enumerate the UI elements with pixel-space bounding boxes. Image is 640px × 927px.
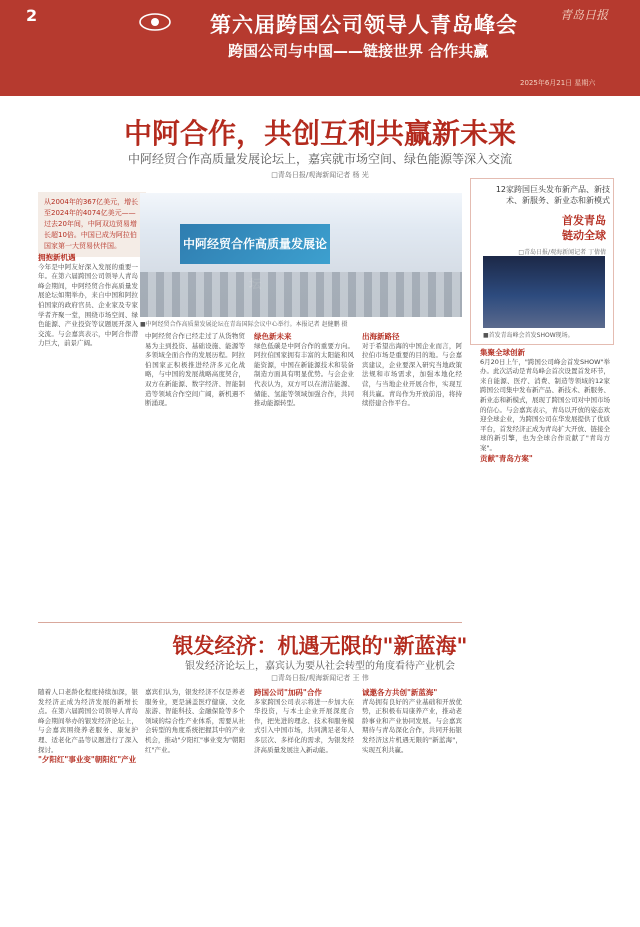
lead-headline: 中阿合作，共创互利共赢新未来 xyxy=(123,117,516,150)
second-headline: 银发经济：机遇无限的"新蓝海" xyxy=(172,634,468,658)
lead-col-text: 绿色低碳是中阿合作的重要方向。阿拉伯国家拥有丰富的太阳能和风能资源，中国在新能源技术和装备制造方面具有明显优势。与会企业代表认为，双方可以在清洁能源、储能、氢能等领域加强合作，共同推动能源转型。 xyxy=(254,341,354,408)
lead-subheadline: 中阿经贸合作高质量发展论坛上，嘉宾就市场空间、绿色能源等深入交流 xyxy=(127,152,512,166)
section-head: 拥抱新机遇 xyxy=(38,253,76,262)
issue-date: 2025年6月21日 星期六 xyxy=(520,79,596,87)
photo-caption: ■中阿经贸合作高质量发展论坛在青岛国际会议中心举行。本报记者 赵健鹏 摄 xyxy=(140,321,348,328)
lead-col-text: 今年是中阿友好深入发展的重要一年。在第六届跨国公司领导人青岛峰会期间，中阿经贸合作高质量发展论坛如期举办，来自中国和阿拉伯国家的政府官员、企业家及专家学者齐聚一堂，围绕市场空间、绿色能源、产业投资等议题展开深入交流。与会嘉宾表示，中阿合作潜力巨大，前景广阔。 xyxy=(38,262,138,348)
second-col-text: 随着人口老龄化程度持续加深，银发经济正成为经济发展的新增长点。在第六届跨国公司领导人青岛峰会期间举办的银发经济论坛上，与会嘉宾围绕养老服务、康复护理、适老化产品等议题进行了深入探讨。 xyxy=(38,688,138,754)
section-head: "夕阳红"事业变"朝阳红"产业 xyxy=(38,755,137,765)
second-column-4 xyxy=(362,688,462,918)
divider xyxy=(38,622,462,623)
side-headline-line: 链动全球 xyxy=(562,229,606,242)
section-head: 贡献"青岛方案" xyxy=(480,453,533,463)
section-head: 出海新路径 xyxy=(362,332,400,341)
side-article-photo xyxy=(483,256,605,328)
lead-col-text: 对于希望出海的中国企业而言，阿拉伯市场是重要的目的地。与会嘉宾建议，企业要深入研究当地政策法规和市场需求，加强本地化经营，与当地企业开展合作，实现互利共赢。青岛作为开放前沿，将持续搭建合作平台。 xyxy=(362,341,462,408)
side-photo-caption: ■首发青岛峰会首发SHOW现场。 xyxy=(483,332,574,339)
section-head: 诚邀各方共创"新蓝海" xyxy=(362,688,438,697)
lead-column-2 xyxy=(145,332,245,613)
second-column-3 xyxy=(254,688,354,918)
lead-byline: □青岛日报/观海新闻记者 杨 光 xyxy=(271,171,369,179)
lead-col-text: 中阿经贸合作已经走过了从货物贸易为主到投资、基础设施、能源等多领域全面合作的发展历程。阿拉伯国家正积极推进经济多元化战略，与中国的发展战略高度契合，双方在新能源、数字经济、智能制造等领域合作空间广阔，新机遇不断涌现。 xyxy=(145,332,245,408)
lead-column-1 xyxy=(38,253,138,613)
masthead: 青岛日报 xyxy=(560,8,609,22)
section-head: 集聚全球创新 xyxy=(480,348,525,357)
lead-column-4 xyxy=(362,332,462,613)
second-column-2 xyxy=(145,688,245,918)
summit-title: 第六届跨国公司领导人青岛峰会 xyxy=(210,13,518,37)
lead-intro-box: 从2004年的367亿美元，增长至2024年的4074亿美元——过去20年间，中阿双边贸易增长超10倍。中国已成为阿拉伯国家第一大贸易伙伴国。 xyxy=(38,192,146,257)
page-number: 2 xyxy=(26,6,38,25)
lead-column-3 xyxy=(254,332,354,613)
side-article-kicker: 12家跨国巨头发布新产品、新技术、新服务、新业态和新模式 xyxy=(495,185,610,205)
section-head: 跨国公司"加码"合作 xyxy=(254,688,322,697)
summit-logo-icon xyxy=(138,12,172,32)
second-col-text: 多家跨国公司表示将进一步加大在华投资，与本土企业开展深度合作，把先进的理念、技术和服务模式引入中国市场，共同满足老年人多层次、多样化的需求，为银发经济高质量发展注入新动能。 xyxy=(254,697,354,754)
second-col-text: 青岛拥有良好的产业基础和开放优势，正积极布局康养产业，推动老龄事业和产业协同发展。与会嘉宾期待与青岛深化合作，共同开拓银发经济这片机遇无限的"新蓝海"，实现互利共赢。 xyxy=(362,697,462,754)
second-byline: □青岛日报/观海新闻记者 王 伟 xyxy=(271,674,369,682)
side-body-text: 6月20日上午，"跨国公司峰会首发SHOW"举办。此次活动是青岛峰会首次设置首发环节，来自能源、医疗、消费、制造等领域的12家跨国公司集中发布新产品、新技术、新服务、新业态和新模式，展现了跨国公司对中国市场的信心。与会嘉宾表示，青岛以开放的姿态欢迎全球企业，为跨国公司在华发展提供了优质平台，首发经济正成为青岛扩大开放、链接全球的新引擎，也为全球合作贡献了"青岛方案"。 xyxy=(480,357,610,452)
audience-rows xyxy=(140,272,462,317)
forum-screen: 中阿经贸合作高质量发展论 xyxy=(180,224,330,264)
second-col-text: 嘉宾们认为，银发经济不仅是养老服务业，更是涵盖医疗健康、文化旅游、智能科技、金融保险等多个领域的综合性产业体系，需要从社会转型的角度系统把握其中的产业机会，推动"夕阳红"事业变为"朝阳红"产业。 xyxy=(145,688,245,754)
section-head: 绿色新未来 xyxy=(254,332,292,341)
second-subheadline: 银发经济论坛上，嘉宾认为要从社会转型的角度看待产业机会 xyxy=(185,661,455,672)
second-column-1 xyxy=(38,688,138,918)
summit-slogan: 跨国公司与中国——链接世界 合作共赢 xyxy=(228,42,489,60)
side-headline-line: 首发青岛 xyxy=(562,214,606,227)
side-article-byline: □青岛日报/观海新闻记者 丁倩倩 xyxy=(518,249,606,256)
side-article-headline xyxy=(480,213,606,243)
